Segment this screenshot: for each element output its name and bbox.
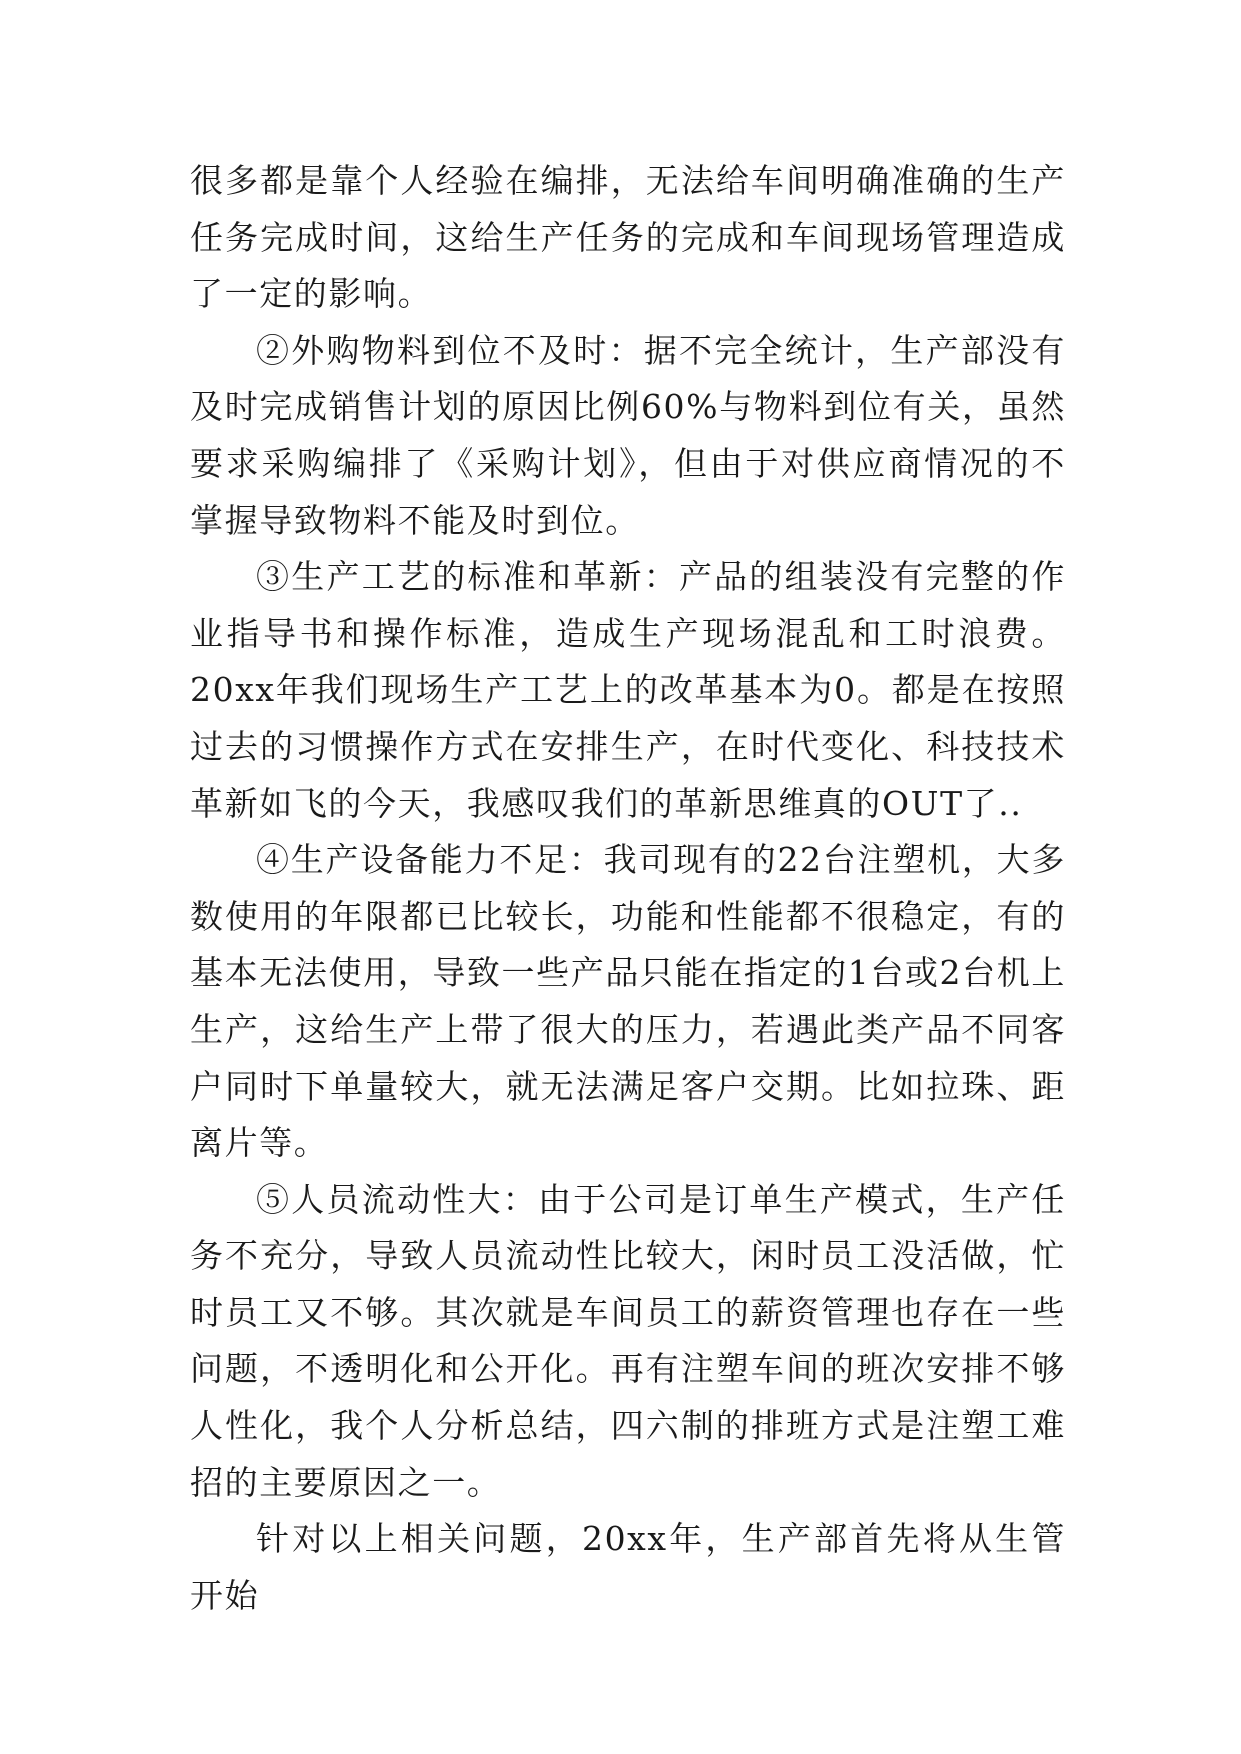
body-text: [190, 153, 1066, 1624]
paragraph-staff-turnover: ⑤人员流动性大：由于公司是订单生产模式，生产任务不充分，导致人员流动性比较大，闲时员工没活做，忙时员工又不够。其次就是车间员工的薪资管理也存在一些问题，不透明化和公开化。再有注塑车间的班次安排不够人性化，我个人分析总结，四六制的排班方式是注塑工难招的主要原因之一。: [190, 1179, 1066, 1502]
paragraph-material-delay: ②外购物料到位不及时：据不完全统计，生产部没有及时完成销售计划的原因比例60%与物料到位有关，虽然要求采购编排了《采购计划》，但由于对供应商情况的不掌握导致物料不能及时到位。: [190, 330, 1066, 540]
paragraph-equipment-capacity: ④生产设备能力不足：我司现有的22台注塑机，大多数使用的年限都已比较长，功能和性能都不很稳定，有的基本无法使用，导致一些产品只能在指定的1台或2台机上生产，这给生产上带了很大的压力，若遇此类产品不同客户同时下单量较大，就无法满足客户交期。比如拉珠、距离片等。: [190, 840, 1066, 1163]
paragraph-scheduling-issue: 很多都是靠个人经验在编排，无法给车间明确准确的生产任务完成时间，这给生产任务的完成和车间现场管理造成了一定的影响。: [190, 161, 1066, 314]
paragraph-process-standard: ③生产工艺的标准和革新：产品的组装没有完整的作业指导书和操作标准，造成生产现场混乱和工时浪费。20xx年我们现场生产工艺上的改革基本为0。都是在按照过去的习惯操作方式在安排生产，在时代变化、科技技术革新如飞的今天，我感叹我们的革新思维真的OUT了..: [190, 557, 1066, 823]
paragraph-response-plan: 针对以上相关问题，20xx年，生产部首先将从生管开始: [190, 1519, 1066, 1615]
